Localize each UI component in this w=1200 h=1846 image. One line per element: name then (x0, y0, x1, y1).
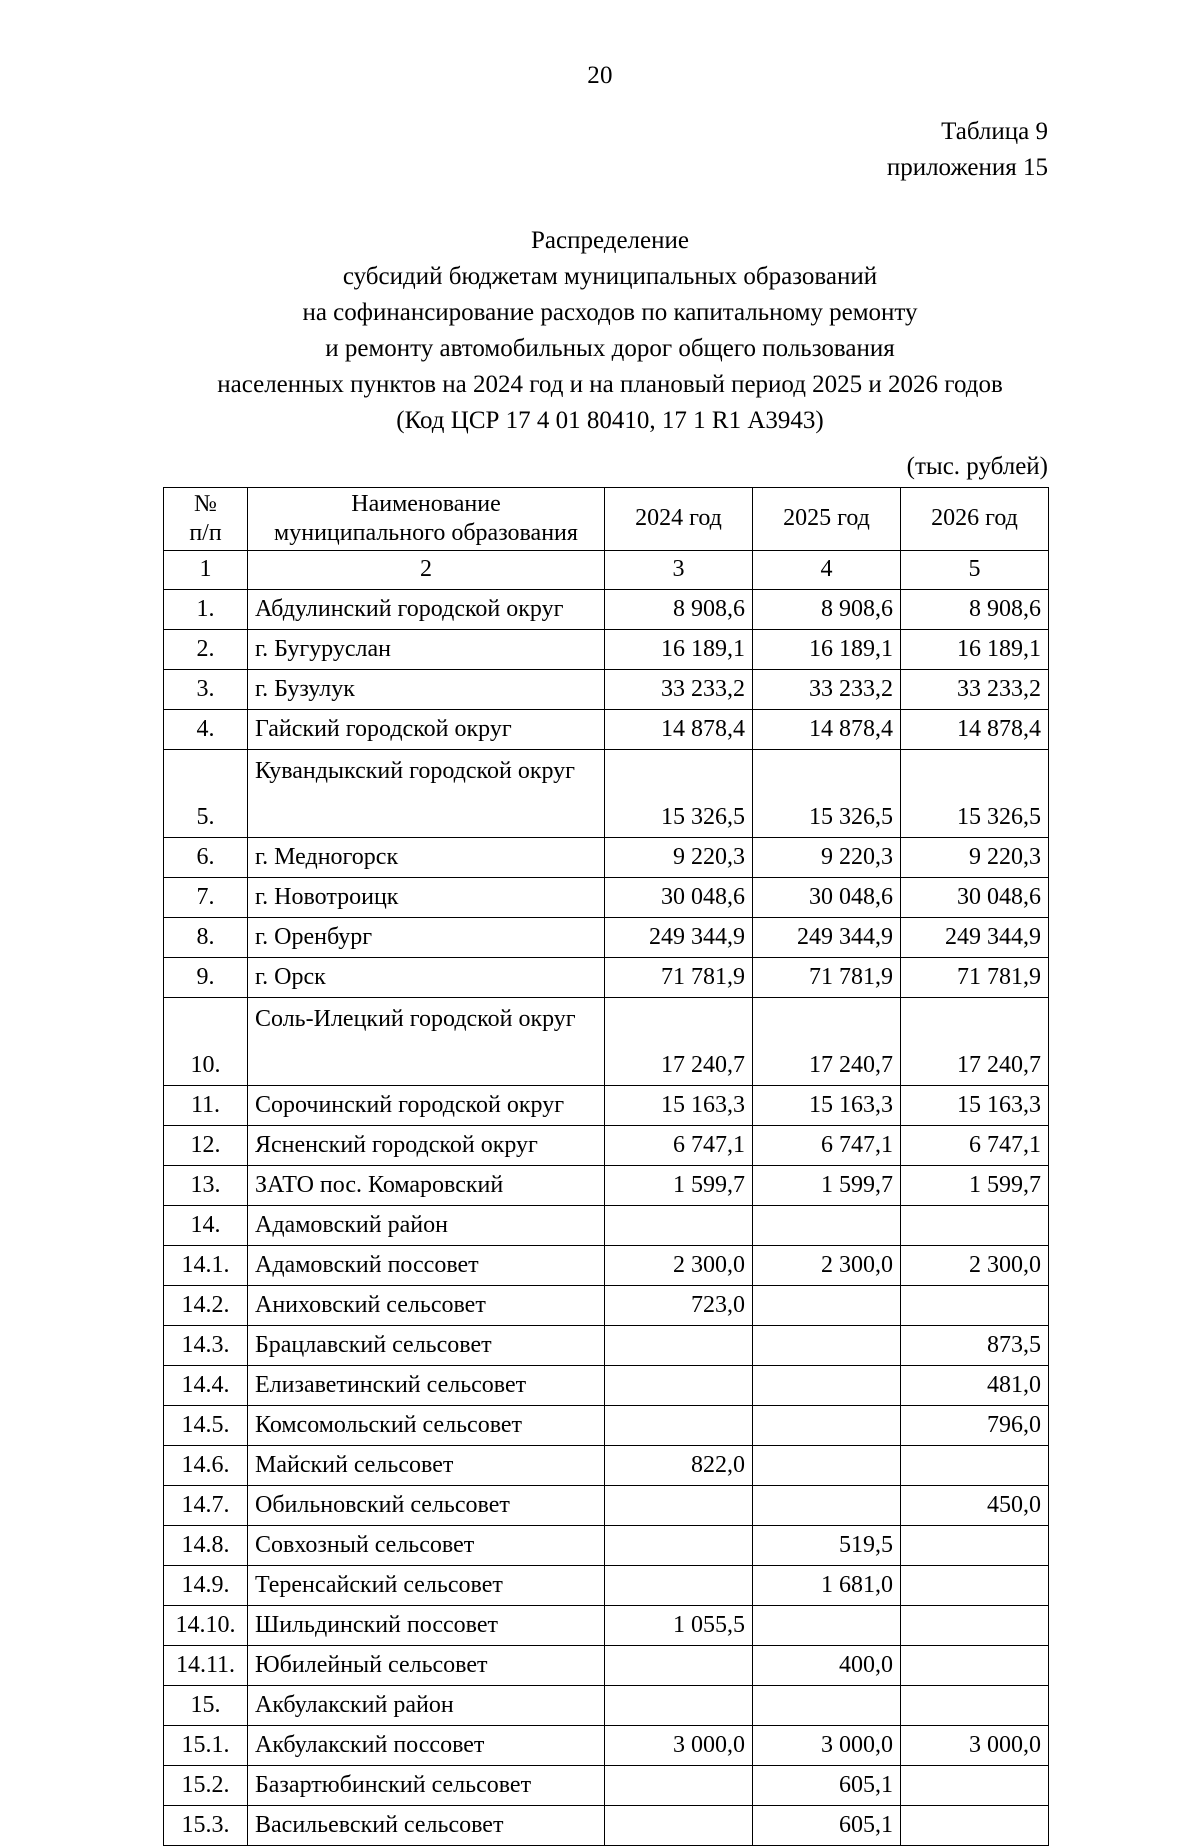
row-municipality-name: Шильдинский поссовет (248, 1605, 605, 1645)
table-row (164, 1365, 1049, 1405)
row-value-2024 (605, 1525, 753, 1565)
title-code-line: (Код ЦСР 17 4 01 80410, 17 1 R1 А3943) (396, 407, 824, 434)
document-page (0, 62, 1200, 1838)
row-value-2025: 17 240,7 (753, 997, 901, 1085)
row-value-2025 (753, 1205, 901, 1245)
row-index: 15.1. (164, 1725, 248, 1765)
row-index: 8. (164, 917, 248, 957)
row-value-2026: 14 878,4 (901, 709, 1049, 749)
row-value-2024 (605, 1325, 753, 1365)
distribution-table-container (0, 487, 1200, 1846)
row-value-2025: 15 163,3 (753, 1085, 901, 1125)
row-value-2024 (605, 1365, 753, 1405)
row-municipality-name: Абдулинский городской округ (248, 589, 605, 629)
row-value-2025 (753, 1485, 901, 1525)
table-body (164, 589, 1049, 1845)
row-index: 14.9. (164, 1565, 248, 1605)
row-value-2026: 3 000,0 (901, 1725, 1049, 1765)
units-label: (тыс. рублей) (906, 453, 1048, 480)
row-value-2024 (605, 1205, 753, 1245)
column-number-5: 5 (901, 550, 1049, 589)
row-value-2025: 30 048,6 (753, 877, 901, 917)
row-index: 14.11. (164, 1645, 248, 1685)
row-municipality-name: Комсомольский сельсовет (248, 1405, 605, 1445)
table-row (164, 837, 1049, 877)
table-row (164, 1485, 1049, 1525)
row-value-2025: 519,5 (753, 1525, 901, 1565)
row-value-2026 (901, 1565, 1049, 1605)
title-line-5: населенных пунктов на 2024 год и на плановый период 2025 и 2026 годов (217, 371, 1003, 398)
row-value-2025: 15 326,5 (753, 749, 901, 837)
row-value-2025: 1 599,7 (753, 1165, 901, 1205)
table-row (164, 749, 1049, 837)
table-row (164, 669, 1049, 709)
row-municipality-name: ЗАТО пос. Комаровский (248, 1165, 605, 1205)
row-index: 15.3. (164, 1805, 248, 1845)
row-municipality-name: Соль-Илецкий городской округ (248, 997, 605, 1085)
row-index: 14.1. (164, 1245, 248, 1285)
table-row (164, 1525, 1049, 1565)
row-value-2024: 3 000,0 (605, 1725, 753, 1765)
column-number-2: 2 (248, 550, 605, 589)
row-municipality-name: Адамовский поссовет (248, 1245, 605, 1285)
row-municipality-name: Елизаветинский сельсовет (248, 1365, 605, 1405)
row-value-2026: 15 326,5 (901, 749, 1049, 837)
row-value-2026: 6 747,1 (901, 1125, 1049, 1165)
row-municipality-name: Базартюбинский сельсовет (248, 1765, 605, 1805)
row-municipality-name: Васильевский сельсовет (248, 1805, 605, 1845)
row-index: 14.10. (164, 1605, 248, 1645)
table-row (164, 709, 1049, 749)
row-index: 15. (164, 1685, 248, 1725)
row-value-2024: 15 163,3 (605, 1085, 753, 1125)
row-value-2024: 1 055,5 (605, 1605, 753, 1645)
row-index: 12. (164, 1125, 248, 1165)
row-value-2026 (901, 1525, 1049, 1565)
row-value-2024: 6 747,1 (605, 1125, 753, 1165)
row-index: 14.6. (164, 1445, 248, 1485)
table-row (164, 1685, 1049, 1725)
row-municipality-name: Гайский городской округ (248, 709, 605, 749)
row-value-2026 (901, 1765, 1049, 1805)
row-value-2025: 9 220,3 (753, 837, 901, 877)
column-header-number-line1: № (194, 491, 217, 517)
row-municipality-name: г. Орск (248, 957, 605, 997)
row-value-2025: 16 189,1 (753, 629, 901, 669)
row-value-2024: 16 189,1 (605, 629, 753, 669)
table-row (164, 1285, 1049, 1325)
column-header-name-line1: Наименование (351, 491, 501, 517)
page-number: 20 (587, 62, 613, 89)
row-value-2025 (753, 1365, 901, 1405)
row-value-2024 (605, 1485, 753, 1525)
row-value-2024: 30 048,6 (605, 877, 753, 917)
row-value-2024: 2 300,0 (605, 1245, 753, 1285)
title-line-1: Распределение (531, 227, 689, 254)
table-row (164, 917, 1049, 957)
distribution-table (163, 487, 1049, 1846)
row-value-2026: 796,0 (901, 1405, 1049, 1445)
row-value-2025: 2 300,0 (753, 1245, 901, 1285)
row-value-2024: 71 781,9 (605, 957, 753, 997)
column-header-name-line2: муниципального образования (274, 519, 578, 546)
row-value-2026: 481,0 (901, 1365, 1049, 1405)
table-row (164, 997, 1049, 1085)
title-line-4: и ремонту автомобильных дорог общего пользования (325, 335, 895, 362)
column-number-1: 1 (164, 550, 248, 589)
row-index: 14.5. (164, 1405, 248, 1445)
column-number-row (164, 550, 1049, 589)
row-municipality-name: Обильновский сельсовет (248, 1485, 605, 1525)
row-value-2026: 249 344,9 (901, 917, 1049, 957)
row-municipality-name: Акбулакский район (248, 1685, 605, 1725)
table-row (164, 877, 1049, 917)
table-row (164, 1805, 1049, 1845)
row-value-2024: 822,0 (605, 1445, 753, 1485)
column-header-year-2024: 2024 год (605, 488, 753, 551)
table-row (164, 1245, 1049, 1285)
row-value-2024: 8 908,6 (605, 589, 753, 629)
table-row (164, 1405, 1049, 1445)
row-value-2025: 400,0 (753, 1645, 901, 1685)
row-value-2026: 16 189,1 (901, 629, 1049, 669)
column-header-name (248, 488, 605, 551)
table-row (164, 1165, 1049, 1205)
row-value-2026 (901, 1205, 1049, 1245)
row-index: 13. (164, 1165, 248, 1205)
row-value-2025: 249 344,9 (753, 917, 901, 957)
row-value-2024: 17 240,7 (605, 997, 753, 1085)
table-row (164, 629, 1049, 669)
row-value-2024 (605, 1765, 753, 1805)
row-value-2025: 14 878,4 (753, 709, 901, 749)
row-value-2026: 30 048,6 (901, 877, 1049, 917)
row-municipality-name: Юбилейный сельсовет (248, 1645, 605, 1685)
row-index: 3. (164, 669, 248, 709)
row-value-2026 (901, 1445, 1049, 1485)
row-municipality-name: г. Бугуруслан (248, 629, 605, 669)
table-row (164, 1765, 1049, 1805)
document-title (0, 223, 1200, 439)
row-value-2026: 873,5 (901, 1325, 1049, 1365)
row-value-2024: 15 326,5 (605, 749, 753, 837)
row-index: 2. (164, 629, 248, 669)
row-index: 10. (164, 997, 248, 1085)
row-value-2024: 9 220,3 (605, 837, 753, 877)
title-line-3: на софинансирование расходов по капитальному ремонту (302, 299, 918, 326)
table-header-row (164, 488, 1049, 551)
row-value-2026: 2 300,0 (901, 1245, 1049, 1285)
row-value-2024: 723,0 (605, 1285, 753, 1325)
table-row (164, 1605, 1049, 1645)
row-value-2024: 33 233,2 (605, 669, 753, 709)
table-row (164, 1645, 1049, 1685)
row-municipality-name: Майский сельсовет (248, 1445, 605, 1485)
row-value-2025: 6 747,1 (753, 1125, 901, 1165)
column-number-4: 4 (753, 550, 901, 589)
column-header-number-line2: п/п (189, 519, 222, 546)
row-index: 7. (164, 877, 248, 917)
table-row (164, 1125, 1049, 1165)
row-value-2025 (753, 1285, 901, 1325)
row-municipality-name: Брацлавский сельсовет (248, 1325, 605, 1365)
row-municipality-name: Кувандыкский городской округ (248, 749, 605, 837)
table-header (164, 488, 1049, 590)
table-row (164, 1725, 1049, 1765)
row-municipality-name: Сорочинский городской округ (248, 1085, 605, 1125)
row-value-2024 (605, 1685, 753, 1725)
row-value-2026: 33 233,2 (901, 669, 1049, 709)
table-row (164, 1205, 1049, 1245)
row-value-2025: 605,1 (753, 1805, 901, 1845)
row-value-2025 (753, 1685, 901, 1725)
row-value-2025 (753, 1325, 901, 1365)
table-row (164, 1445, 1049, 1485)
row-value-2024 (605, 1645, 753, 1685)
row-municipality-name: Ясненский городской округ (248, 1125, 605, 1165)
column-header-year-2025: 2025 год (753, 488, 901, 551)
row-value-2026: 8 908,6 (901, 589, 1049, 629)
row-value-2024: 14 878,4 (605, 709, 753, 749)
row-index: 11. (164, 1085, 248, 1125)
table-row (164, 589, 1049, 629)
row-value-2025: 71 781,9 (753, 957, 901, 997)
row-index: 14.8. (164, 1525, 248, 1565)
row-value-2025: 8 908,6 (753, 589, 901, 629)
table-row (164, 1325, 1049, 1365)
row-value-2026: 17 240,7 (901, 997, 1049, 1085)
row-value-2026 (901, 1645, 1049, 1685)
row-value-2026 (901, 1605, 1049, 1645)
row-municipality-name: г. Бузулук (248, 669, 605, 709)
row-value-2025 (753, 1405, 901, 1445)
row-index: 6. (164, 837, 248, 877)
column-number-3: 3 (605, 550, 753, 589)
row-value-2026: 71 781,9 (901, 957, 1049, 997)
row-index: 14.7. (164, 1485, 248, 1525)
table-row (164, 1085, 1049, 1125)
row-index: 14.2. (164, 1285, 248, 1325)
row-municipality-name: Адамовский район (248, 1205, 605, 1245)
row-value-2026: 9 220,3 (901, 837, 1049, 877)
row-value-2025: 605,1 (753, 1765, 901, 1805)
column-header-year-2026: 2026 год (901, 488, 1049, 551)
appendix-label: приложения 15 (886, 153, 1048, 181)
table-row (164, 1565, 1049, 1605)
row-index: 1. (164, 589, 248, 629)
row-value-2024: 1 599,7 (605, 1165, 753, 1205)
row-municipality-name: г. Оренбург (248, 917, 605, 957)
row-value-2026 (901, 1805, 1049, 1845)
row-value-2025: 1 681,0 (753, 1565, 901, 1605)
row-index: 15.2. (164, 1765, 248, 1805)
row-index: 5. (164, 749, 248, 837)
row-municipality-name: Совхозный сельсовет (248, 1525, 605, 1565)
row-value-2025 (753, 1605, 901, 1645)
row-municipality-name: Акбулакский поссовет (248, 1725, 605, 1765)
row-index: 14.4. (164, 1365, 248, 1405)
row-value-2024 (605, 1805, 753, 1845)
table-row (164, 957, 1049, 997)
row-value-2024 (605, 1405, 753, 1445)
row-value-2025: 3 000,0 (753, 1725, 901, 1765)
row-value-2026: 450,0 (901, 1485, 1049, 1525)
row-value-2025 (753, 1445, 901, 1485)
row-value-2026 (901, 1285, 1049, 1325)
row-value-2024 (605, 1565, 753, 1605)
column-header-number (164, 488, 248, 551)
row-value-2026: 15 163,3 (901, 1085, 1049, 1125)
row-index: 9. (164, 957, 248, 997)
row-value-2024: 249 344,9 (605, 917, 753, 957)
row-index: 14.3. (164, 1325, 248, 1365)
document-header-right (0, 114, 1200, 185)
row-municipality-name: Аниховский сельсовет (248, 1285, 605, 1325)
row-value-2026: 1 599,7 (901, 1165, 1049, 1205)
row-value-2026 (901, 1685, 1049, 1725)
row-municipality-name: г. Новотроицк (248, 877, 605, 917)
row-value-2025: 33 233,2 (753, 669, 901, 709)
row-municipality-name: г. Медногорск (248, 837, 605, 877)
title-line-2: субсидий бюджетам муниципальных образований (342, 263, 878, 290)
row-index: 4. (164, 709, 248, 749)
row-index: 14. (164, 1205, 248, 1245)
table-label: Таблица 9 (941, 118, 1048, 145)
row-municipality-name: Теренсайский сельсовет (248, 1565, 605, 1605)
